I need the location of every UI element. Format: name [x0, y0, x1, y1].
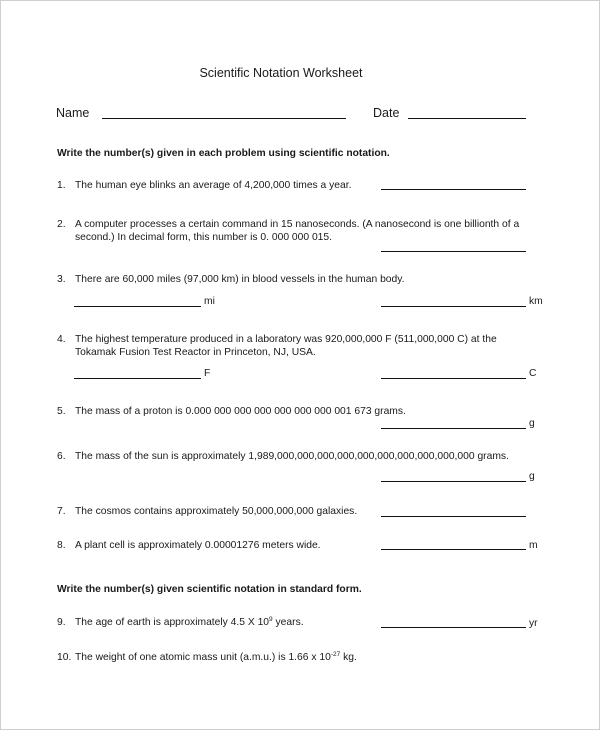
- question-text-before: The weight of one atomic mass unit (a.m.u.) is 1.66 x 10: [75, 652, 331, 663]
- unit-label: km: [529, 296, 543, 307]
- name-label: Name: [56, 106, 90, 120]
- question-text-line-1: The highest temperature produced in a laboratory was 920,000,000 F (511,000,000 C) at the: [75, 334, 497, 345]
- page-title: Scientific Notation Worksheet: [199, 66, 363, 80]
- answer-blank[interactable]: [381, 428, 526, 429]
- date-field[interactable]: [408, 118, 526, 119]
- question-text: The cosmos contains approximately 50,000,000,000 galaxies.: [75, 506, 358, 517]
- unit-label: g: [529, 471, 535, 482]
- question-number: 4.: [57, 334, 66, 345]
- question-text-line-2: second.) In decimal form, this number is 0. 000 000 015.: [75, 232, 332, 243]
- question-number: 1.: [57, 180, 66, 191]
- section-heading-2: Write the number(s) given scientific notation in standard form.: [57, 584, 362, 595]
- answer-blank[interactable]: [381, 516, 526, 517]
- question-text-line-2: Tokamak Fusion Test Reactor in Princeton, NJ, USA.: [75, 347, 316, 358]
- question-number: 8.: [57, 540, 66, 551]
- question-text-after: kg.: [340, 652, 357, 663]
- unit-label: mi: [204, 296, 215, 307]
- question-text: [75, 618, 304, 628]
- question-text: The mass of a proton is 0.000 000 000 000 000 000 000 001 673 grams.: [75, 406, 406, 417]
- question-text-before: The age of earth is approximately 4.5 X 10: [75, 617, 270, 628]
- question-text-line-1: A computer processes a certain command in 15 nanoseconds. (A nanosecond is one billionth of a: [75, 219, 520, 230]
- unit-label: C: [529, 368, 537, 379]
- exponent: -27: [330, 651, 341, 658]
- answer-blank-celsius[interactable]: [381, 378, 526, 379]
- answer-blank-miles[interactable]: [74, 306, 201, 307]
- question-text: [75, 653, 357, 663]
- exponent: 9: [269, 616, 273, 623]
- question-number: 3.: [57, 274, 66, 285]
- question-text-after: years.: [272, 617, 304, 628]
- unit-label: g: [529, 418, 535, 429]
- question-number: 9.: [57, 617, 66, 628]
- answer-blank[interactable]: [381, 627, 526, 628]
- name-field[interactable]: [102, 118, 346, 119]
- question-number: 10.: [57, 652, 72, 663]
- unit-label: m: [529, 540, 538, 551]
- answer-blank[interactable]: [381, 481, 526, 482]
- question-text: There are 60,000 miles (97,000 km) in blood vessels in the human body.: [75, 274, 405, 285]
- question-number: 6.: [57, 451, 66, 462]
- answer-blank-km[interactable]: [381, 306, 526, 307]
- answer-blank-fahrenheit[interactable]: [74, 378, 201, 379]
- question-number: 5.: [57, 406, 66, 417]
- question-text: The human eye blinks an average of 4,200,000 times a year.: [75, 180, 352, 191]
- answer-blank[interactable]: [381, 251, 526, 252]
- question-number: 7.: [57, 506, 66, 517]
- unit-label: F: [204, 368, 211, 379]
- question-text: A plant cell is approximately 0.00001276 meters wide.: [75, 540, 321, 551]
- section-heading-1: Write the number(s) given in each problem using scientific notation.: [57, 148, 390, 159]
- answer-blank[interactable]: [381, 549, 526, 550]
- unit-label: yr: [529, 618, 538, 629]
- date-label: Date: [373, 106, 400, 120]
- answer-blank[interactable]: [381, 189, 526, 190]
- question-number: 2.: [57, 219, 66, 230]
- question-text: The mass of the sun is approximately 1,989,000,000,000,000,000,000,000,000,000,000 grams.: [75, 451, 509, 462]
